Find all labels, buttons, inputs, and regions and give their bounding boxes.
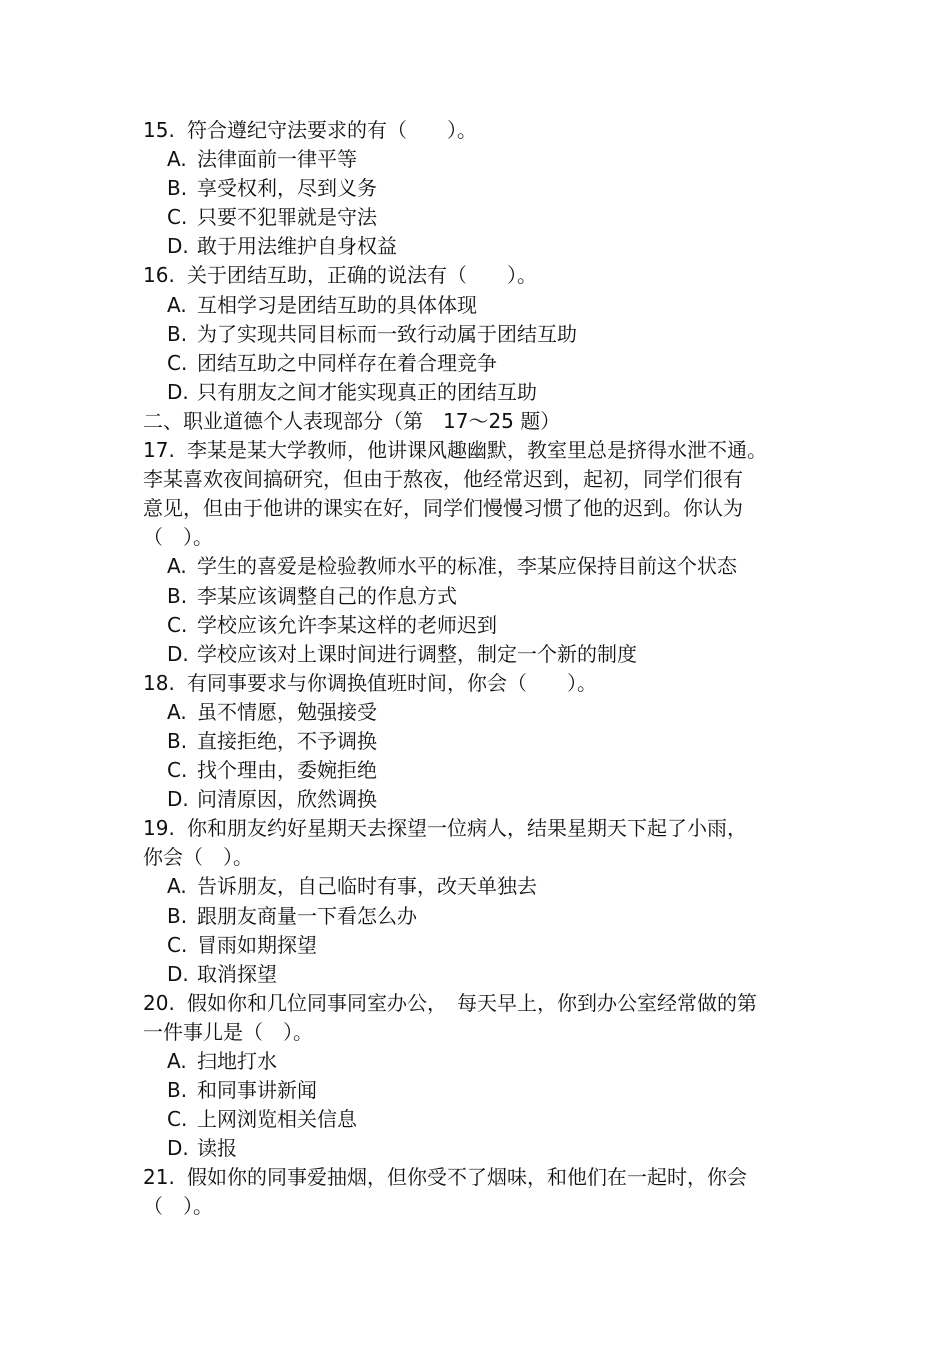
option-letter: C. <box>167 205 188 230</box>
line-text: 你会（ ）。 <box>143 845 253 870</box>
option-line <box>143 378 823 407</box>
option-letter: D. <box>167 961 189 986</box>
line-text: 互相学习是团结互助的具体体现 <box>197 292 477 317</box>
line-text: 李某是某大学教师，他讲课风趣幽默，教室里总是挤得水泄不通。 <box>187 438 767 463</box>
line-text: 只要不犯罪就是守法 <box>197 205 377 230</box>
option-letter: A. <box>167 147 187 172</box>
line-text: （ ）。 <box>143 1194 213 1219</box>
option-letter: D. <box>167 641 189 666</box>
text-line <box>143 1192 823 1221</box>
line-text: 你和朋友约好星期天去探望一位病人，结果星期天下起了小雨， <box>187 816 747 841</box>
option-letter: A. <box>167 699 187 724</box>
question-line <box>143 1163 823 1192</box>
text-line <box>143 407 823 436</box>
text-line <box>143 494 823 523</box>
option-line <box>143 1134 823 1163</box>
option-letter: D. <box>167 234 189 259</box>
option-letter: C. <box>167 1107 188 1132</box>
line-text: 告诉朋友，自己临时有事，改天单独去 <box>197 874 537 899</box>
option-line <box>143 756 823 785</box>
line-text: 享受权利，尽到义务 <box>197 176 377 201</box>
option-letter: D. <box>167 1136 189 1161</box>
line-text: 学生的喜爱是检验教师水平的标准，李某应保持目前这个状态 <box>197 554 737 579</box>
option-letter: B. <box>167 1078 188 1103</box>
text-line <box>143 523 823 552</box>
line-text: 跟朋友商量一下看怎么办 <box>197 903 417 928</box>
line-text: 学校应该对上课时间进行调整，制定一个新的制度 <box>197 641 637 666</box>
option-line <box>143 320 823 349</box>
option-line <box>143 145 823 174</box>
line-text: 只有朋友之间才能实现真正的团结互助 <box>197 379 537 404</box>
option-letter: D. <box>167 379 189 404</box>
line-text: 李某应该调整自己的作息方式 <box>197 583 457 608</box>
text-line <box>143 465 823 494</box>
line-text: 上网浏览相关信息 <box>197 1107 357 1132</box>
line-text: 李某喜欢夜间搞研究，但由于熬夜，他经常迟到，起初，同学们很有 <box>143 467 743 492</box>
line-text: （ ）。 <box>143 525 213 550</box>
question-line <box>143 669 823 698</box>
line-text: 直接拒绝，不予调换 <box>197 728 377 753</box>
option-letter: C. <box>167 612 188 637</box>
option-letter: C. <box>167 350 188 375</box>
option-letter: B. <box>167 903 188 928</box>
option-letter: A. <box>167 554 187 579</box>
option-line <box>143 174 823 203</box>
option-line <box>143 960 823 989</box>
line-text: 敢于用法维护自身权益 <box>197 234 397 259</box>
text-line <box>143 1018 823 1047</box>
line-text: 冒雨如期探望 <box>197 932 317 957</box>
question-line <box>143 814 823 843</box>
option-letter: C. <box>167 932 188 957</box>
line-text: 学校应该允许李某这样的老师迟到 <box>197 612 497 637</box>
line-text: 一件事儿是（ ）。 <box>143 1019 313 1044</box>
question-line <box>143 989 823 1018</box>
option-line <box>143 203 823 232</box>
exam-document <box>143 116 823 1222</box>
option-line <box>143 232 823 261</box>
option-line <box>143 582 823 611</box>
option-line <box>143 902 823 931</box>
question-number: 18. <box>143 670 175 695</box>
line-text: 和同事讲新闻 <box>197 1078 317 1103</box>
question-number: 21. <box>143 1165 175 1190</box>
line-text: 符合遵纪守法要求的有（ ）。 <box>187 118 477 142</box>
option-line <box>143 552 823 581</box>
option-letter: A. <box>167 292 187 317</box>
option-line <box>143 872 823 901</box>
option-letter: C. <box>167 758 188 783</box>
option-line <box>143 1047 823 1076</box>
question-line <box>143 116 823 145</box>
line-text: 读报 <box>197 1136 237 1161</box>
question-number: 17. <box>143 438 175 463</box>
option-line <box>143 727 823 756</box>
option-letter: B. <box>167 176 188 201</box>
line-text: 假如你的同事爱抽烟，但你受不了烟味，和他们在一起时，你会 <box>187 1165 747 1190</box>
line-text: 有同事要求与你调换值班时间，你会（ ）。 <box>187 670 597 695</box>
text-line <box>143 843 823 872</box>
line-text: 虽不情愿，勉强接受 <box>197 699 377 724</box>
question-number: 16. <box>143 263 175 288</box>
option-line <box>143 349 823 378</box>
option-line <box>143 785 823 814</box>
option-letter: A. <box>167 1049 187 1073</box>
option-letter: D. <box>167 787 189 812</box>
question-number: 15. <box>143 118 175 142</box>
option-letter: A. <box>167 874 187 899</box>
line-text: 法律面前一律平等 <box>197 147 357 172</box>
option-line <box>143 931 823 960</box>
option-letter: B. <box>167 583 188 608</box>
line-text: 为了实现共同目标而一致行动属于团结互助 <box>197 321 577 346</box>
line-text: 取消探望 <box>197 961 277 986</box>
question-line <box>143 261 823 290</box>
line-text: 意见，但由于他讲的课实在好，同学们慢慢习惯了他的迟到。你认为 <box>143 496 743 521</box>
option-line <box>143 1105 823 1134</box>
line-text: 扫地打水 <box>197 1049 277 1073</box>
question-number: 20. <box>143 990 175 1015</box>
option-line <box>143 698 823 727</box>
question-number: 19. <box>143 816 175 841</box>
option-letter: B. <box>167 321 188 346</box>
option-letter: B. <box>167 728 188 753</box>
option-line <box>143 640 823 669</box>
line-text: 团结互助之中同样存在着合理竞争 <box>197 350 497 375</box>
line-text: 假如你和几位同事同室办公， 每天早上，你到办公室经常做的第 <box>187 990 757 1015</box>
option-line <box>143 611 823 640</box>
line-text: 关于团结互助，正确的说法有（ ）。 <box>187 263 537 288</box>
line-text: 找个理由，委婉拒绝 <box>197 758 377 783</box>
line-text: 问清原因，欣然调换 <box>197 787 377 812</box>
line-text: 二、职业道德个人表现部分（第 17～25 题） <box>143 408 561 433</box>
option-line <box>143 1076 823 1105</box>
question-line <box>143 436 823 465</box>
option-line <box>143 291 823 320</box>
